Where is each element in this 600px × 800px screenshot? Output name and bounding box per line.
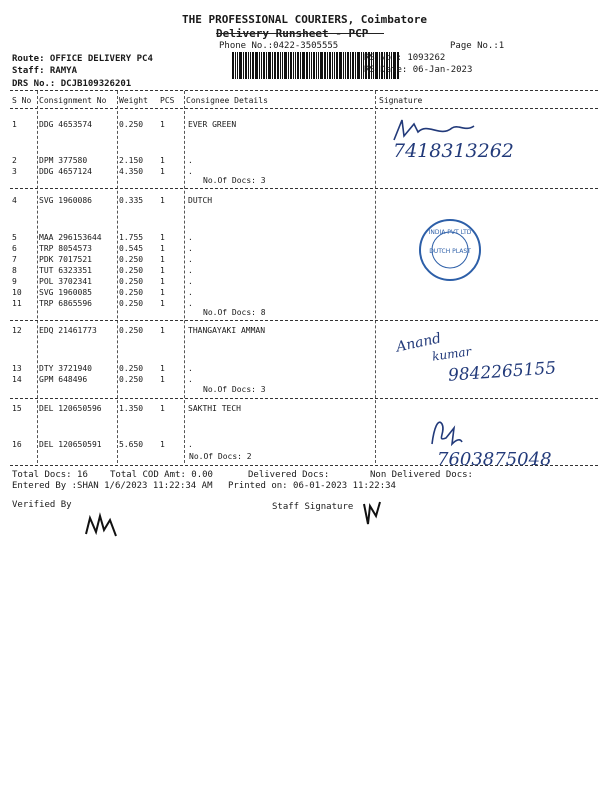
- row-weight: 1.350: [119, 404, 144, 413]
- row-sno: 5: [12, 233, 17, 242]
- row-consignment: MAA 296153644: [39, 233, 102, 242]
- row-sno: 12: [12, 326, 22, 335]
- row-sno: 9: [12, 277, 17, 286]
- drs-number: DRS No.: DCJB109326201: [12, 79, 132, 89]
- route: Route: OFFICE DELIVERY PC4: [12, 54, 153, 64]
- staff-signature-label: Staff Signature: [272, 502, 354, 512]
- row-pcs: 1: [160, 233, 165, 242]
- row-pcs: 1: [160, 364, 165, 373]
- row-consignee: .: [188, 364, 193, 373]
- row-consignee: .: [188, 233, 193, 242]
- column-divider: [184, 91, 185, 463]
- company-stamp: [418, 218, 482, 282]
- col-header-signature: Signature: [379, 96, 423, 105]
- staff: Staff: RAMYA: [12, 66, 78, 76]
- row-consignment: EDQ 21461773: [39, 326, 97, 335]
- row-pcs: 1: [160, 255, 165, 264]
- col-header-consignee: Consignee Details: [186, 96, 268, 105]
- row-consignee: .: [188, 288, 193, 297]
- row-sno: 7: [12, 255, 17, 264]
- strike-line: [216, 33, 384, 34]
- row-pcs: 1: [160, 244, 165, 253]
- row-sno: 14: [12, 375, 22, 384]
- row-pcs: 1: [160, 404, 165, 413]
- row-weight: 0.335: [119, 196, 144, 205]
- row-weight: 0.250: [119, 364, 144, 373]
- col-header-sno: S No: [12, 96, 32, 105]
- signature-name: kumar: [431, 344, 473, 364]
- row-consignment: SVG 1960085: [39, 288, 92, 297]
- row-consignment: TUT 6323351: [39, 266, 92, 275]
- row-sno: 2: [12, 156, 17, 165]
- row-consignment: TRP 6865596: [39, 299, 92, 308]
- row-weight: 0.250: [119, 255, 144, 264]
- doc-count: No.Of Docs: 3: [203, 176, 266, 185]
- total-cod: Total COD Amt: 0.00: [110, 470, 213, 480]
- row-sno: 6: [12, 244, 17, 253]
- printed-on: Printed on: 06-01-2023 11:22:34: [228, 481, 396, 491]
- row-sno: 8: [12, 266, 17, 275]
- group-separator: [10, 188, 598, 189]
- row-consignee: .: [188, 156, 193, 165]
- row-weight: 0.250: [119, 375, 144, 384]
- row-weight: 4.350: [119, 167, 144, 176]
- col-header-weight: Weight: [119, 96, 148, 105]
- row-sno: 11: [12, 299, 22, 308]
- row-pcs: 1: [160, 277, 165, 286]
- row-sno: 15: [12, 404, 22, 413]
- verified-by-label: Verified By: [12, 500, 72, 510]
- row-weight: 0.250: [119, 277, 144, 286]
- rs-date: RS Date: 06-Jan-2023: [364, 65, 473, 75]
- row-consignee: .: [188, 244, 193, 253]
- column-divider: [117, 91, 118, 463]
- row-consignment: DEL 120650591: [39, 440, 102, 449]
- signature-phone: 7418313262: [393, 140, 514, 162]
- row-pcs: 1: [160, 120, 165, 129]
- verifier-signature: [82, 510, 122, 540]
- row-weight: 0.250: [119, 299, 144, 308]
- row-consignment: DDG 4653574: [39, 120, 92, 129]
- row-consignment: GPM 648496: [39, 375, 88, 384]
- rs-number: RS No.: 1093262: [364, 53, 446, 63]
- rule-header: [10, 108, 598, 109]
- signature-name: Anand: [394, 330, 443, 356]
- row-weight: 2.150: [119, 156, 144, 165]
- row-consignee: SAKTHI TECH: [188, 404, 241, 413]
- doc-count: No.Of Docs: 2: [189, 452, 252, 461]
- doc-count: No.Of Docs: 3: [203, 385, 266, 394]
- row-weight: 1.755: [119, 233, 144, 242]
- row-consignee: .: [188, 299, 193, 308]
- row-sno: 3: [12, 167, 17, 176]
- doc-count: No.Of Docs: 8: [203, 308, 266, 317]
- row-consignee: .: [188, 440, 193, 449]
- row-consignment: DDG 4657124: [39, 167, 92, 176]
- row-weight: 0.250: [119, 120, 144, 129]
- page-number: Page No.:1: [450, 41, 505, 51]
- row-sno: 13: [12, 364, 22, 373]
- entered-by: Entered By :SHAN 1/6/2023 11:22:34 AM: [12, 481, 213, 491]
- row-pcs: 1: [160, 440, 165, 449]
- stamp-center-text: DUTCH PLAST: [429, 248, 471, 255]
- signature-phone: 9842265155: [447, 358, 557, 386]
- row-pcs: 1: [160, 375, 165, 384]
- company-name: THE PROFESSIONAL COURIERS, Coimbatore: [182, 13, 428, 26]
- total-docs: Total Docs: 16: [12, 470, 88, 480]
- row-consignment: SVG 1960086: [39, 196, 92, 205]
- row-consignee: .: [188, 255, 193, 264]
- row-weight: 0.250: [119, 266, 144, 275]
- group-separator: [10, 320, 598, 321]
- row-consignment: DTY 3721940: [39, 364, 92, 373]
- row-sno: 16: [12, 440, 22, 449]
- row-pcs: 1: [160, 299, 165, 308]
- document-type: Delivery Runsheet - PCP: [216, 27, 369, 40]
- rule-top: [10, 90, 598, 91]
- row-consignment: DPM 377580: [39, 156, 88, 165]
- row-consignee: DUTCH: [188, 196, 213, 205]
- row-pcs: 1: [160, 167, 165, 176]
- row-consignee: .: [188, 167, 193, 176]
- row-pcs: 1: [160, 288, 165, 297]
- row-weight: 0.545: [119, 244, 144, 253]
- row-consignment: PDK 7017521: [39, 255, 92, 264]
- non-delivered-docs: Non Delivered Docs:: [370, 470, 473, 480]
- stamp-top-text: INDIA PVT LTD: [428, 229, 472, 236]
- col-header-consignment: Consignment No: [39, 96, 107, 105]
- row-weight: 0.250: [119, 326, 144, 335]
- row-sno: 4: [12, 196, 17, 205]
- column-divider: [37, 91, 38, 463]
- row-sno: 10: [12, 288, 22, 297]
- row-consignment: POL 3702341: [39, 277, 92, 286]
- row-consignee: THANGAYAKI AMMAN: [188, 326, 266, 335]
- row-consignee: .: [188, 266, 193, 275]
- row-consignee: .: [188, 277, 193, 286]
- row-pcs: 1: [160, 196, 165, 205]
- staff-signature: [360, 498, 384, 528]
- column-divider: [375, 91, 376, 463]
- row-sno: 1: [12, 120, 17, 129]
- row-consignee: .: [188, 375, 193, 384]
- delivered-docs: Delivered Docs:: [248, 470, 330, 480]
- row-consignment: DEL 120650596: [39, 404, 102, 413]
- col-header-pcs: PCS: [160, 96, 175, 105]
- row-pcs: 1: [160, 156, 165, 165]
- group-separator: [10, 398, 598, 399]
- row-consignment: TRP 8054573: [39, 244, 92, 253]
- row-pcs: 1: [160, 266, 165, 275]
- phone-number: Phone No.:0422-3505555: [219, 41, 339, 51]
- row-weight: 5.650: [119, 440, 144, 449]
- signature-scribble: [424, 414, 464, 450]
- row-consignee: EVER GREEN: [188, 120, 237, 129]
- row-pcs: 1: [160, 326, 165, 335]
- row-weight: 0.250: [119, 288, 144, 297]
- signature-phone: 7603875048: [437, 449, 552, 470]
